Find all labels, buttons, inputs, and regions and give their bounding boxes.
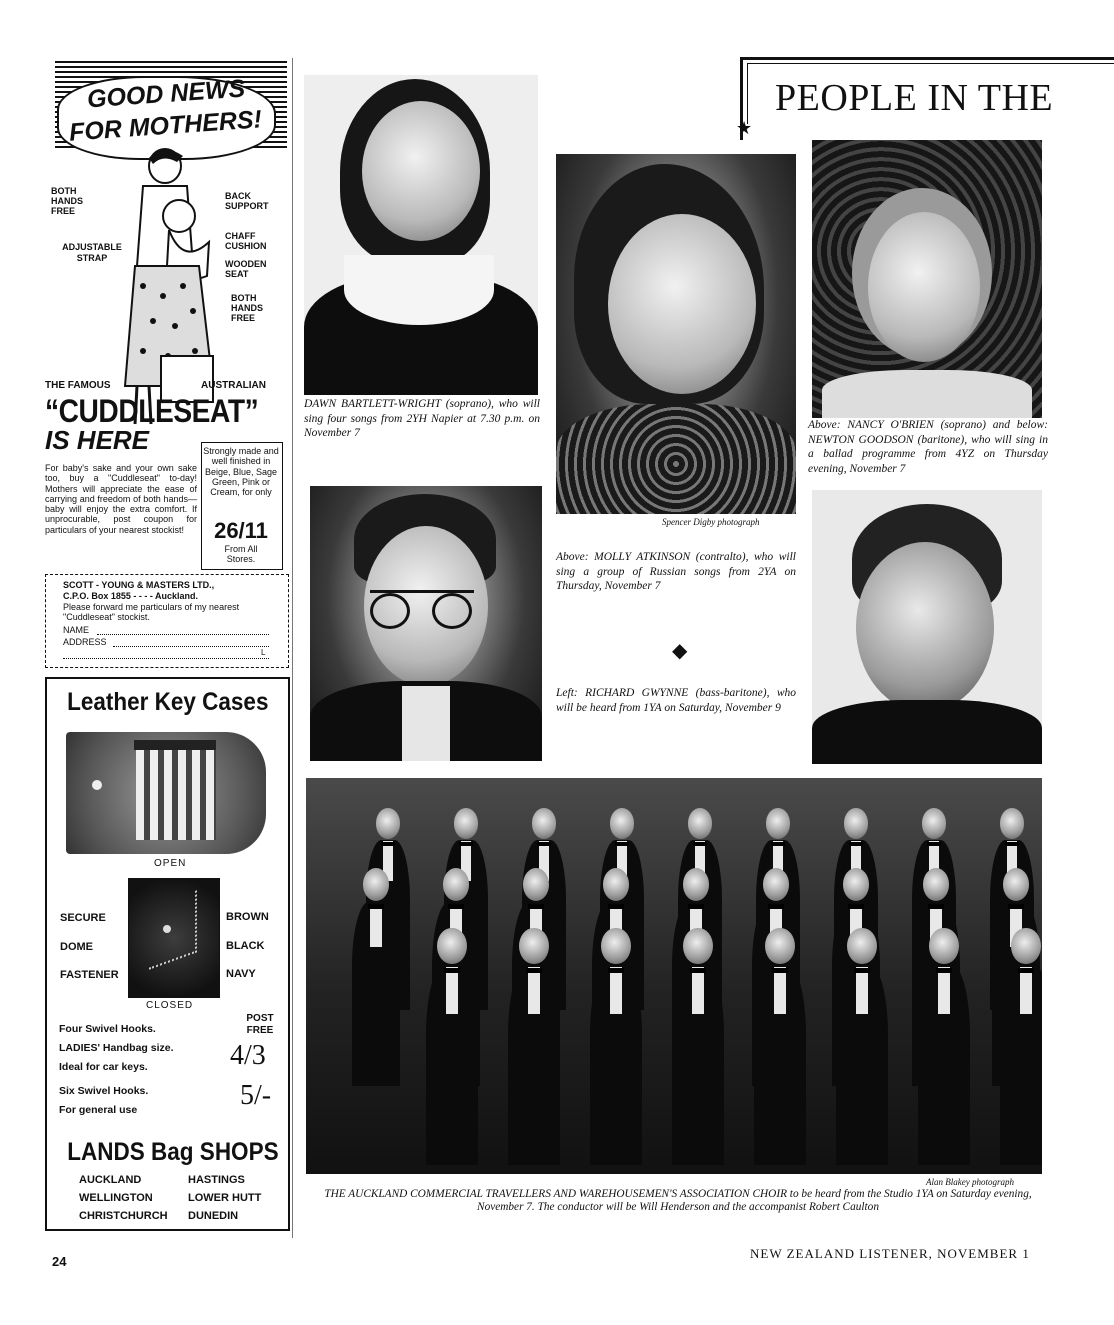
callout-chaff-cushion: CHAFF CUSHION (225, 231, 267, 251)
keycase-title: Leather Key Cases (67, 688, 269, 716)
closed-label: CLOSED (146, 1000, 194, 1011)
coupon-line3: Please forward me particulars of my nearest "Cuddleseat" stockist. (63, 602, 240, 622)
coupon-address-field-2[interactable] (63, 658, 269, 659)
molly-face (608, 214, 756, 394)
city-christchurch: CHRISTCHURCH (79, 1210, 168, 1222)
open-label: OPEN (154, 858, 187, 869)
choir-member (836, 928, 888, 1128)
photo-nancy-obrien (812, 140, 1042, 418)
caption-molly: Above: MOLLY ATKINSON (contralto), who will sing a group of Russian songs from 2YA on Thursday, November 7 (556, 551, 796, 592)
four-hooks-label: Four Swivel Hooks. (59, 1023, 156, 1035)
choir-member (918, 928, 970, 1128)
price-4-3: 4/3 (230, 1040, 266, 1071)
nancy-face (868, 212, 980, 362)
photo-richard-gwynne (310, 486, 542, 761)
price-5: 5/- (240, 1080, 272, 1111)
callout-wooden-seat: WOODEN SEAT (225, 259, 267, 279)
photo-newton-goodson (812, 490, 1042, 764)
key-ring-bar (134, 740, 216, 750)
price-box-text: Strongly made and well finished in Beige, Blue, Sage Green, Pink or Cream, for only (203, 446, 279, 498)
price-note: From All Stores. (224, 544, 258, 564)
callout-back-support: BACK SUPPORT (225, 191, 269, 211)
coupon-name-field[interactable] (97, 634, 269, 635)
credit-spencer-digby: Spencer Digby photograph (662, 517, 760, 527)
choir-member (672, 928, 724, 1128)
coupon-address-field[interactable] (113, 646, 269, 647)
photo-auckland-choir (306, 778, 1042, 1174)
richard-glasses (370, 590, 474, 623)
caption-richard: Left: RICHARD GWYNNE (bass-baritone), who will be heard from 1YA on Saturday, November 9 (556, 687, 796, 714)
masthead: NEW ZEALAND LISTENER, NOVEMBER 1 (750, 1246, 1030, 1261)
city-dunedin: DUNEDIN (188, 1210, 239, 1222)
shop-name: LANDS Bag SHOPS (67, 1138, 279, 1166)
newton-suit (812, 700, 1042, 764)
richard-shirt (402, 686, 450, 761)
newton-face (856, 542, 994, 712)
choir-member (352, 868, 400, 1052)
city-auckland: AUCKLAND (79, 1174, 142, 1186)
open-keycase-image (66, 732, 266, 854)
choir-member (754, 928, 806, 1128)
coupon-address-label: ADDRESS (63, 637, 107, 647)
caption-nancy: Above: NANCY O'BRIEN (soprano) and below: NEWTON GOODSON (baritone), who will sing in a ballad programme from 4YZ on Thursday evening, November 7 (808, 419, 1048, 475)
feature-dome: DOME (60, 941, 93, 953)
ideal-label: Ideal for car keys. (59, 1061, 148, 1073)
colour-black: BLACK (226, 940, 265, 952)
headline-line1: GOOD NEWS (86, 74, 247, 114)
keys-illustration (136, 750, 216, 840)
choir-member (426, 928, 478, 1128)
callout-adjustable-strap: ADJUSTABLE STRAP (62, 242, 122, 263)
closed-keycase-image (128, 878, 220, 998)
feature-fastener: FASTENER (60, 969, 119, 981)
general-use-label: For general use (59, 1104, 138, 1116)
choir-member (590, 928, 642, 1128)
coupon-line1: SCOTT - YOUNG & MASTERS LTD., (63, 580, 215, 590)
star-ornament: ★ (736, 118, 753, 138)
price: 26/11 (214, 518, 268, 543)
page-title: PEOPLE IN THE (775, 77, 1054, 119)
city-lower-hutt: LOWER HUTT (188, 1192, 262, 1204)
glasses-lens-left (370, 593, 410, 629)
nancy-dress (822, 370, 1032, 418)
cuddleseat-brand: “CUDDLESEAT” (45, 393, 259, 429)
glasses-lens-right (432, 593, 472, 629)
caption-dawn: DAWN BARTLETT-WRIGHT (soprano), who will sing four songs from 2YH Napier at 7.30 p.m. on November 7 (304, 398, 540, 439)
six-hooks-label: Six Swivel Hooks. (59, 1085, 149, 1097)
choir-member (1000, 928, 1042, 1128)
the-famous-label: THE FAMOUS (45, 380, 111, 391)
post-free-label: POST FREE (246, 1013, 274, 1036)
coupon-line2: C.P.O. Box 1855 - - - - Auckland. (63, 591, 199, 601)
column-divider (292, 58, 293, 1238)
photo-dawn-bartlett-wright (304, 75, 538, 395)
molly-dress (556, 404, 796, 514)
feature-secure: SECURE (60, 912, 106, 924)
photo-molly-atkinson (556, 154, 796, 514)
colour-navy: NAVY (226, 968, 256, 980)
dawn-collar (344, 255, 494, 325)
colour-brown: BROWN (226, 911, 269, 923)
credit-alan-blakey: Alan Blakey photograph (926, 1177, 1014, 1187)
coupon-name-label: NAME (63, 625, 90, 635)
caption-choir: THE AUCKLAND COMMERCIAL TRAVELLERS AND WAREHOUSEMEN'S ASSOCIATION CHOIR to be heard from the Studio 1YA on Saturday evening, November 7. The conductor will be Will Henderson and the accompanist Robert Caulton (324, 1188, 1032, 1213)
callout-both-hands-free-left: BOTH HANDS FREE (51, 186, 84, 216)
cuddleseat-ad (45, 58, 290, 668)
cuddleseat-body-text: For baby's sake and your own sake too, buy a "Cuddleseat" to-day! Mothers will appreciate the ease of carrying and freedom of both hands—baby will enjoy the extra comfort. If unprocurable, post coupon for particulars of your nearest stockist! (45, 463, 197, 535)
dawn-face (362, 101, 480, 241)
callout-both-hands-free-right: BOTH HANDS FREE (231, 293, 264, 323)
australian-label: AUSTRALIAN (201, 380, 266, 391)
headline-line2: FOR MOTHERS! (68, 105, 263, 147)
dome-fastener (163, 925, 171, 933)
is-here-label: IS HERE (45, 425, 150, 455)
ladies-label: LADIES' Handbag size. (59, 1042, 174, 1054)
page-number: 24 (52, 1254, 67, 1269)
coupon-corner-mark: L (261, 648, 266, 657)
choir-member (508, 928, 560, 1128)
closed-case-stitch (149, 890, 197, 969)
city-hastings: HASTINGS (188, 1174, 245, 1186)
snap-dot (92, 780, 102, 790)
city-wellington: WELLINGTON (79, 1192, 153, 1204)
diamond-ornament: ◆ (672, 640, 688, 662)
